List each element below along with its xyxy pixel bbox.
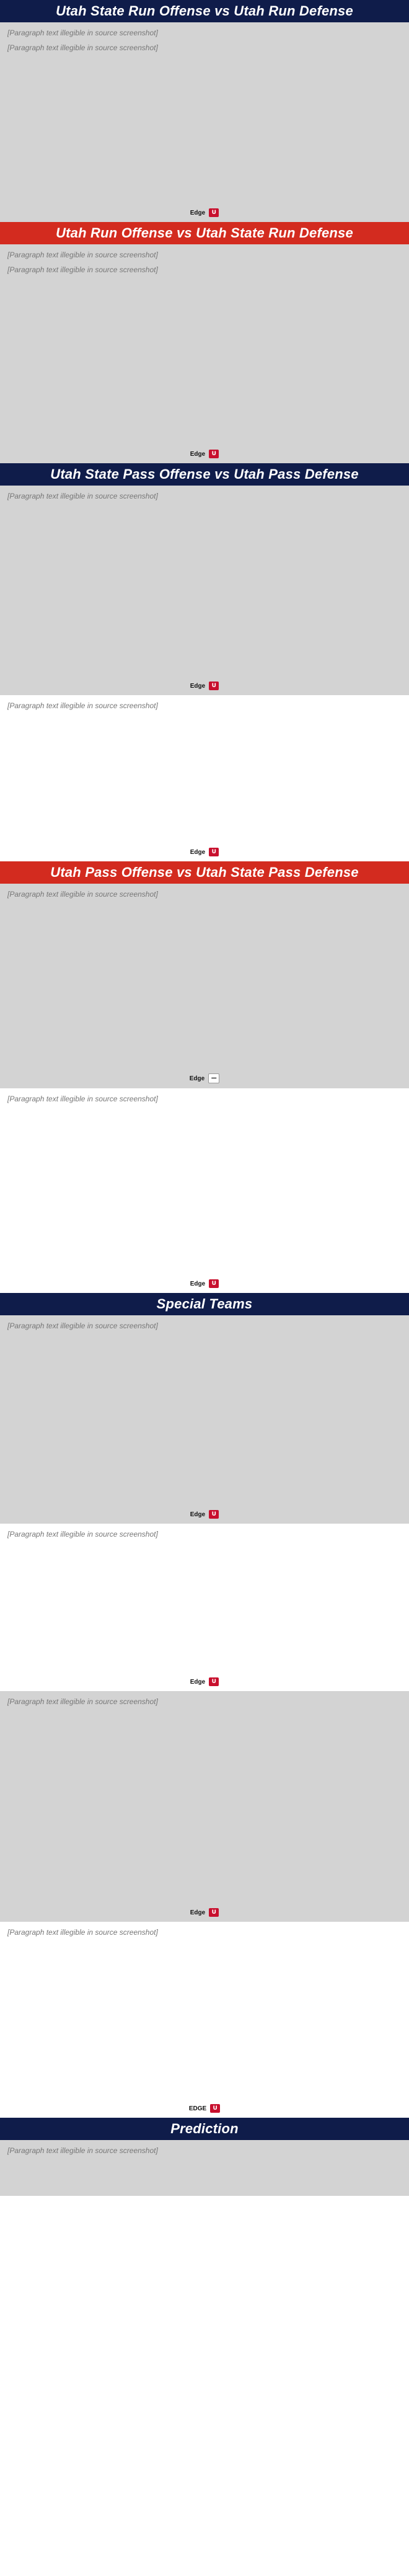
edge-label: Edge	[190, 682, 206, 690]
section-title: Utah Pass Offense vs Utah State Pass Defense	[50, 864, 359, 880]
section-title: Special Teams	[156, 1296, 253, 1312]
edge-label: Edge	[190, 848, 206, 856]
edge-label: Edge	[189, 1075, 205, 1082]
utah-logo-icon: U	[209, 1279, 219, 1288]
edge-row	[0, 2104, 409, 2113]
utah-logo-icon: U	[209, 848, 219, 856]
paragraph: [Paragraph text illegible in source screenshot]	[7, 492, 158, 500]
section-body	[0, 884, 409, 1088]
edge-row	[0, 682, 409, 690]
section-title: Prediction	[170, 2121, 239, 2136]
section-header	[0, 1293, 409, 1315]
section-body	[0, 244, 409, 463]
section-title: Utah State Run Offense vs Utah Run Defense	[56, 3, 353, 19]
section-body	[0, 2140, 409, 2196]
section-header	[0, 222, 409, 244]
section-body	[0, 486, 409, 695]
utah-logo-icon: U	[209, 682, 219, 690]
edge-row	[0, 1073, 409, 1083]
section-body	[0, 22, 409, 222]
utah-logo-icon: U	[209, 450, 219, 458]
edge-label: Edge	[190, 1909, 206, 1916]
edge-row	[0, 208, 409, 217]
edge-label: Edge	[190, 1511, 206, 1518]
matchup-section-6	[0, 1088, 409, 1293]
paragraph: [Paragraph text illegible in source screenshot]	[7, 2146, 158, 2155]
edge-label: EDGE	[188, 2105, 207, 2112]
matchup-section-9	[0, 1691, 409, 1922]
matchup-section-8	[0, 1524, 409, 1691]
matchup-section-10	[0, 1922, 409, 2118]
paragraph: [Paragraph text illegible in source screenshot]	[7, 1095, 158, 1103]
paragraph: [Paragraph text illegible in source screenshot]	[7, 1530, 158, 1539]
paragraph: [Paragraph text illegible in source screenshot]	[7, 29, 158, 37]
section-header	[0, 463, 409, 486]
paragraph: [Paragraph text illegible in source screenshot]	[7, 251, 158, 259]
edge-label: Edge	[190, 209, 206, 216]
paragraph: [Paragraph text illegible in source screenshot]	[7, 701, 158, 710]
section-body	[0, 1088, 409, 1293]
paragraph: [Paragraph text illegible in source screenshot]	[7, 43, 158, 52]
utah-logo-icon: U	[209, 1677, 219, 1686]
utah-logo-icon: U	[209, 1510, 219, 1519]
section-body	[0, 1691, 409, 1922]
paragraph: [Paragraph text illegible in source screenshot]	[7, 265, 158, 274]
neutral-logo-icon: —	[208, 1073, 219, 1083]
matchup-section-3	[0, 463, 409, 695]
section-header	[0, 2118, 409, 2140]
section-header	[0, 0, 409, 22]
section-body	[0, 1315, 409, 1524]
edge-row	[0, 1908, 409, 1917]
edge-label: Edge	[190, 450, 206, 458]
edge-row	[0, 450, 409, 458]
edge-label: Edge	[190, 1678, 206, 1686]
section-title: Utah State Pass Offense vs Utah Pass Defense	[50, 466, 359, 482]
section-body	[0, 1922, 409, 2118]
edge-label: Edge	[190, 1280, 206, 1287]
edge-row	[0, 848, 409, 856]
paragraph: [Paragraph text illegible in source screenshot]	[7, 890, 158, 899]
section-title: Utah Run Offense vs Utah State Run Defense	[56, 225, 353, 241]
paragraph: [Paragraph text illegible in source screenshot]	[7, 1321, 158, 1330]
section-header	[0, 861, 409, 884]
matchup-section-5	[0, 861, 409, 1088]
edge-row	[0, 1510, 409, 1519]
prediction-section	[0, 2118, 409, 2196]
utah-logo-icon: U	[209, 208, 219, 217]
matchup-section-4	[0, 695, 409, 861]
matchup-section-1	[0, 0, 409, 222]
utah-logo-icon: U	[209, 1908, 219, 1917]
matchup-section-7	[0, 1293, 409, 1524]
utah-logo-icon: U	[210, 2104, 220, 2113]
section-body	[0, 1524, 409, 1691]
paragraph: [Paragraph text illegible in source screenshot]	[7, 1928, 158, 1937]
section-body	[0, 695, 409, 861]
edge-row	[0, 1279, 409, 1288]
edge-row	[0, 1677, 409, 1686]
matchup-section-2	[0, 222, 409, 463]
paragraph: [Paragraph text illegible in source screenshot]	[7, 1697, 158, 1706]
